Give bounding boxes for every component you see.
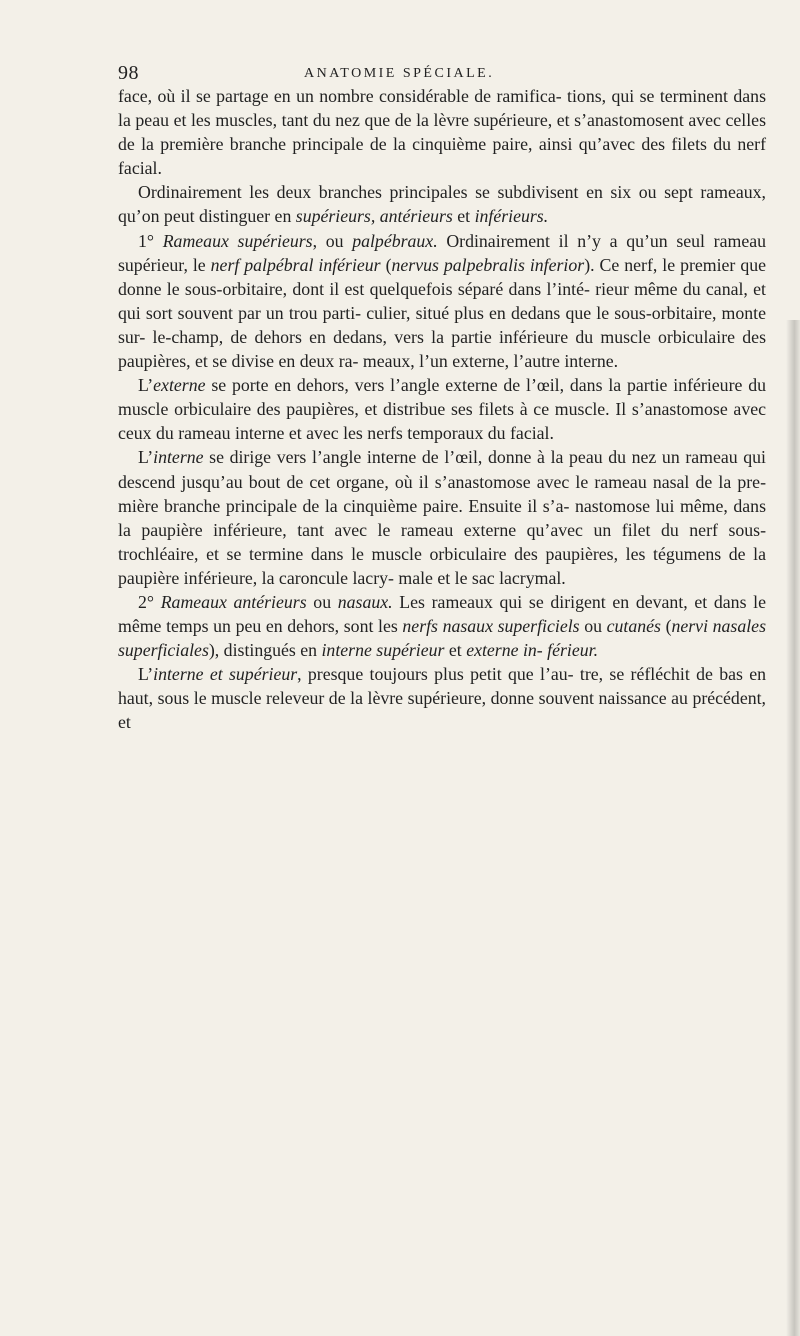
paragraph bbox=[118, 445, 766, 590]
page-number: 98 bbox=[118, 62, 139, 84]
text-run: ), distingués en bbox=[208, 640, 322, 661]
italic-run: Rameaux antérieurs bbox=[160, 591, 307, 612]
italic-run: nervi nasales superficiales bbox=[118, 616, 766, 661]
page-edge-shadow bbox=[786, 320, 800, 1336]
text-run: ou bbox=[306, 591, 338, 612]
italic-run: inférieurs. bbox=[474, 206, 549, 227]
text-run: 2° bbox=[138, 591, 161, 612]
text-run: , presque toujours plus petit que l’au- tre, se réfléchit de bas en haut, sous le muscle releveur de la lèvre supérieure, donne souvent naissance au précédent, et bbox=[118, 664, 766, 733]
text-run: ( bbox=[660, 616, 672, 637]
paragraph bbox=[118, 84, 766, 180]
text-run: ou bbox=[579, 616, 607, 637]
italic-run: nasaux. bbox=[337, 591, 393, 612]
paragraph bbox=[118, 373, 766, 445]
body-text bbox=[118, 84, 766, 735]
text-run: Les rameaux qui se dirigent en devant, et dans le même temps un peu en dehors, sont les bbox=[118, 591, 766, 637]
italic-run: externe bbox=[153, 375, 206, 396]
text-run: se dirige vers l’angle interne de l’œil, donne à la peau du nez un rameau qui descend jusqu’au bout de cet organe, où il s’anastomose avec le rameau nasal de la pre- mière branche principale de la cinquième paire. Ensuite il s’a- nastomose lui même, dans la paupière inférieure, tant avec le rameau externe qu’avec un filet du nerf sous-trochléaire, et se termine dans le muscle orbiculaire des paupières, les tégumens de la paupière inférieure, la caroncule lacry- male et le sac lacrymal. bbox=[118, 447, 766, 588]
italic-run: interne supérieur bbox=[321, 640, 445, 661]
italic-run: cutanés bbox=[606, 616, 661, 637]
text-run: ). Ce nerf, le premier que donne le sous-orbitaire, dont il est quelquefois séparé dans l’inté- rieur même du canal, et qui sort souvent par un trou parti- culier, situé plus en dedans que le sous-orbitaire, monte sur- le-champ, de dehors en dedans, vers la partie inférieure du muscle orbiculaire des paupières, et se divise en deux ra- meaux, l’un externe, l’autre interne. bbox=[118, 254, 766, 372]
italic-run: Rameaux supérieurs bbox=[162, 230, 313, 251]
text-run: ( bbox=[380, 254, 392, 275]
italic-run: nervus palpebralis inferior bbox=[391, 254, 585, 275]
paragraph bbox=[118, 662, 766, 734]
paragraph bbox=[118, 590, 766, 662]
italic-run: interne et supérieur bbox=[153, 664, 298, 685]
italic-run: supérieurs, antérieurs bbox=[295, 206, 453, 227]
paragraph bbox=[118, 229, 766, 374]
italic-run: externe in- férieur. bbox=[466, 640, 599, 661]
text-run: L’ bbox=[138, 664, 154, 685]
text-run: L’ bbox=[138, 375, 154, 396]
italic-run: palpébraux. bbox=[352, 230, 438, 251]
paragraph bbox=[118, 180, 766, 228]
italic-run: nerf palpébral inférieur bbox=[210, 254, 381, 275]
running-title: ANATOMIE SPÉCIALE. bbox=[304, 66, 495, 81]
text-run: , ou bbox=[312, 230, 353, 251]
text-run: 1° bbox=[138, 230, 163, 251]
text-run: Ordinairement les deux branches principales se subdivisent en six ou sept rameaux, qu’on peut distinguer en bbox=[118, 182, 766, 227]
italic-run: nerfs nasaux superficiels bbox=[402, 616, 580, 637]
text-run: et bbox=[452, 206, 475, 227]
italic-run: interne bbox=[153, 447, 204, 468]
text-run: L’ bbox=[138, 447, 154, 468]
text-run: Ordinairement il n’y a qu’un seul rameau supérieur, le bbox=[118, 230, 766, 275]
text-run: se porte en dehors, vers l’angle externe de l’œil, dans la partie inférieure du muscle orbiculaire des paupières, et distribue ses filets à ce muscle. Il s’anastomose avec ceux du rameau interne et avec les nerfs temporaux du facial. bbox=[118, 375, 766, 444]
text-run: et bbox=[444, 640, 467, 661]
text-run: face, où il se partage en un nombre considérable de ramifica- tions, qui se terminent dans la peau et les muscles, tant du nez que de la lèvre supérieure, et s’anastomosent avec celles de la première branche principale de la cinquième paire, ainsi qu’avec des filets du nerf facial. bbox=[118, 86, 766, 179]
